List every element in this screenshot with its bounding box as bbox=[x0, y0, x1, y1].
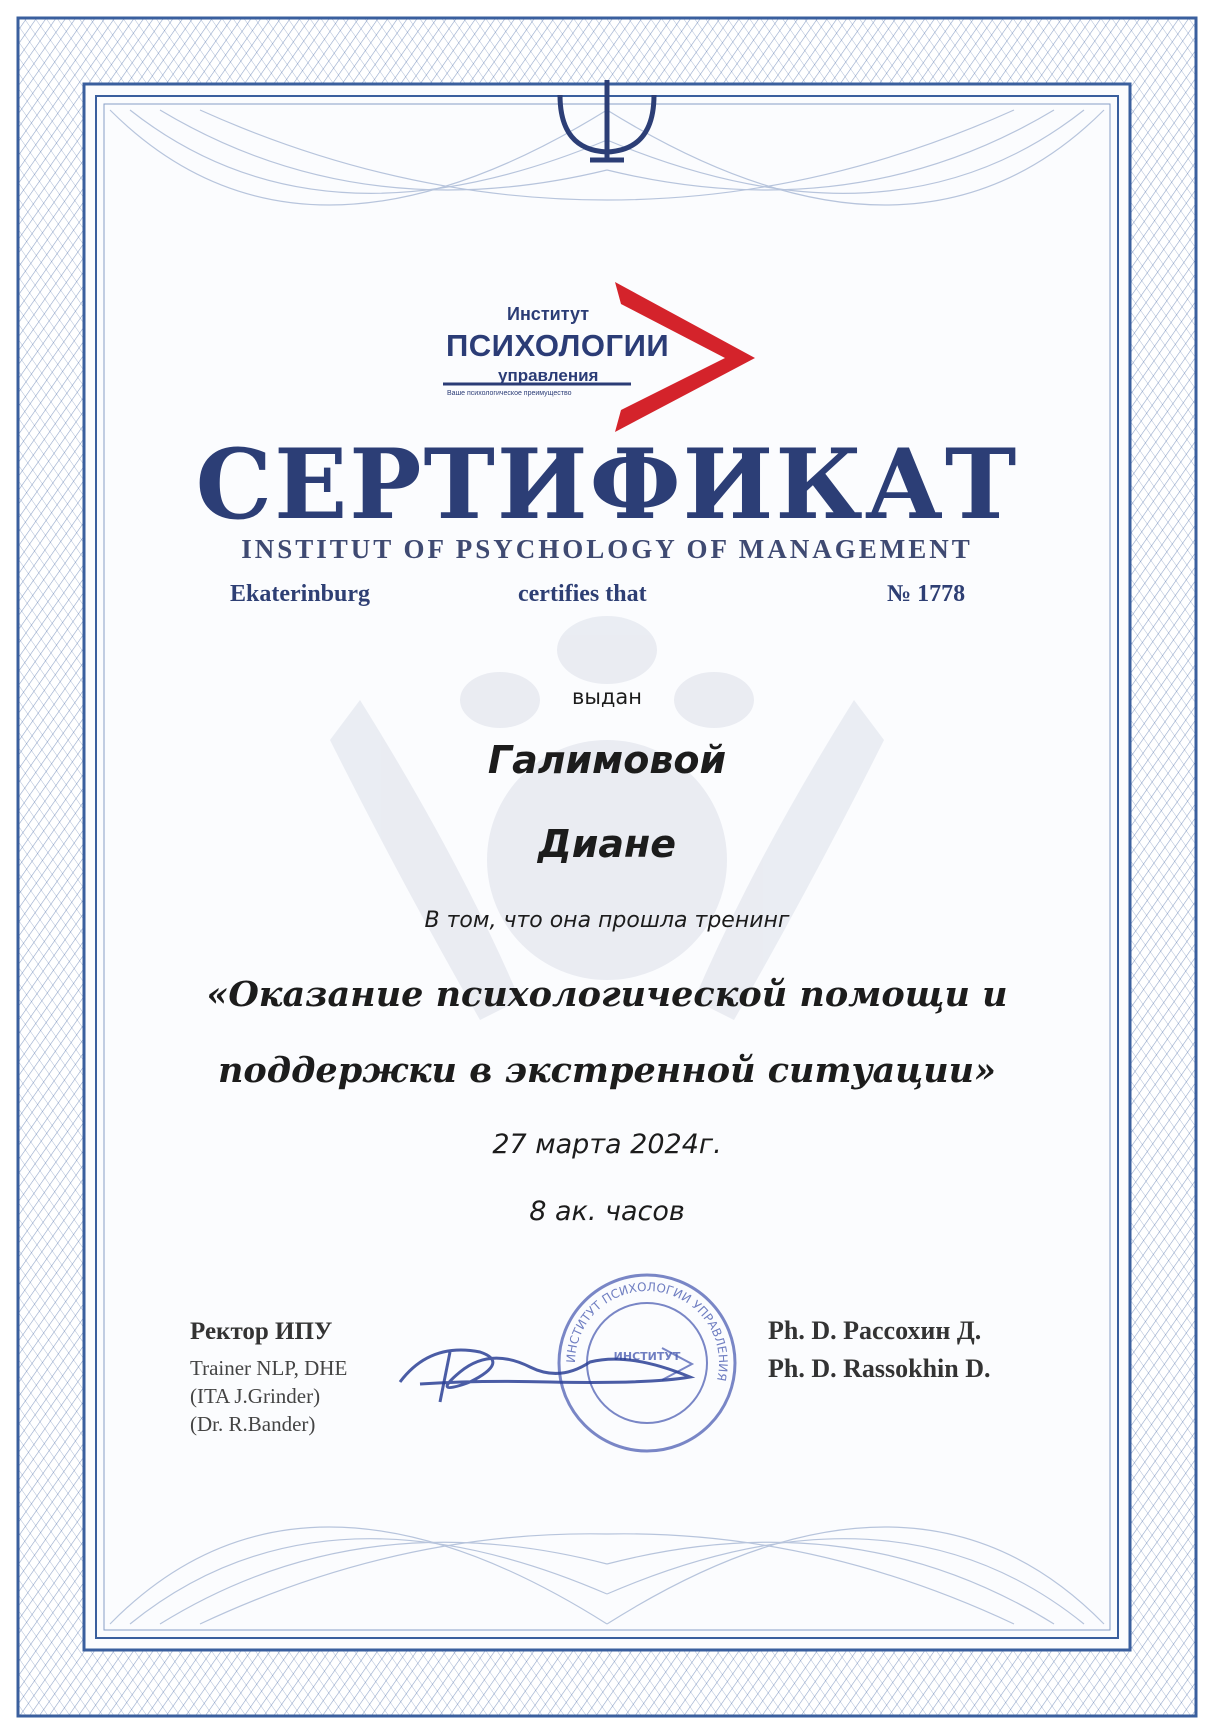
course-title-line1: «Оказание психологической помощи и bbox=[206, 974, 1008, 1015]
city-label: Ekaterinburg bbox=[230, 581, 371, 607]
issued-label: выдан bbox=[571, 685, 643, 709]
certifies-label: certifies that bbox=[518, 581, 647, 607]
recipient-surname: Галимовой bbox=[487, 738, 727, 782]
trainer-credential: Trainer NLP, DHE bbox=[190, 1356, 348, 1380]
logo-line-psychology: ПСИХОЛОГИИ bbox=[446, 328, 670, 363]
director-name-en: Ph. D. Rassokhin D. bbox=[768, 1354, 991, 1383]
stamp-inner-text: ИНСТИТУТ bbox=[613, 1350, 681, 1363]
completion-statement: В том, что она прошла тренинг bbox=[424, 908, 790, 933]
rector-title: Ректор ИПУ bbox=[190, 1318, 333, 1345]
logo-line-management: управления bbox=[498, 366, 599, 385]
course-title-line2: поддержки в экстренной ситуации» bbox=[217, 1050, 997, 1091]
logo-tagline: Ваше психологическое преимущество bbox=[447, 390, 572, 397]
certificate-number: № 1778 bbox=[887, 581, 966, 607]
handwritten-signature bbox=[390, 1322, 720, 1412]
certificate-title: СЕРТИФИКАТ bbox=[195, 428, 1019, 541]
director-name-ru: Ph. D. Рассохин Д. bbox=[768, 1316, 982, 1345]
stamp-ring-text: ИНСТИТУТ ПСИХОЛОГИИ УПРАВЛЕНИЯ bbox=[563, 1279, 731, 1383]
institute-subtitle: INSTITUT OF PSYCHOLOGY OF MANAGEMENT bbox=[241, 534, 973, 564]
institute-logo bbox=[435, 282, 775, 432]
course-date: 27 марта 2024г. bbox=[492, 1129, 722, 1160]
trainer-credential-bander: (Dr. R.Bander) bbox=[190, 1412, 316, 1436]
trainer-credential-grinder: (ITA J.Grinder) bbox=[190, 1384, 321, 1408]
course-hours: 8 ак. часов bbox=[529, 1196, 685, 1227]
logo-line-institute: Институт bbox=[507, 304, 590, 324]
recipient-first-name: Диане bbox=[537, 822, 677, 866]
